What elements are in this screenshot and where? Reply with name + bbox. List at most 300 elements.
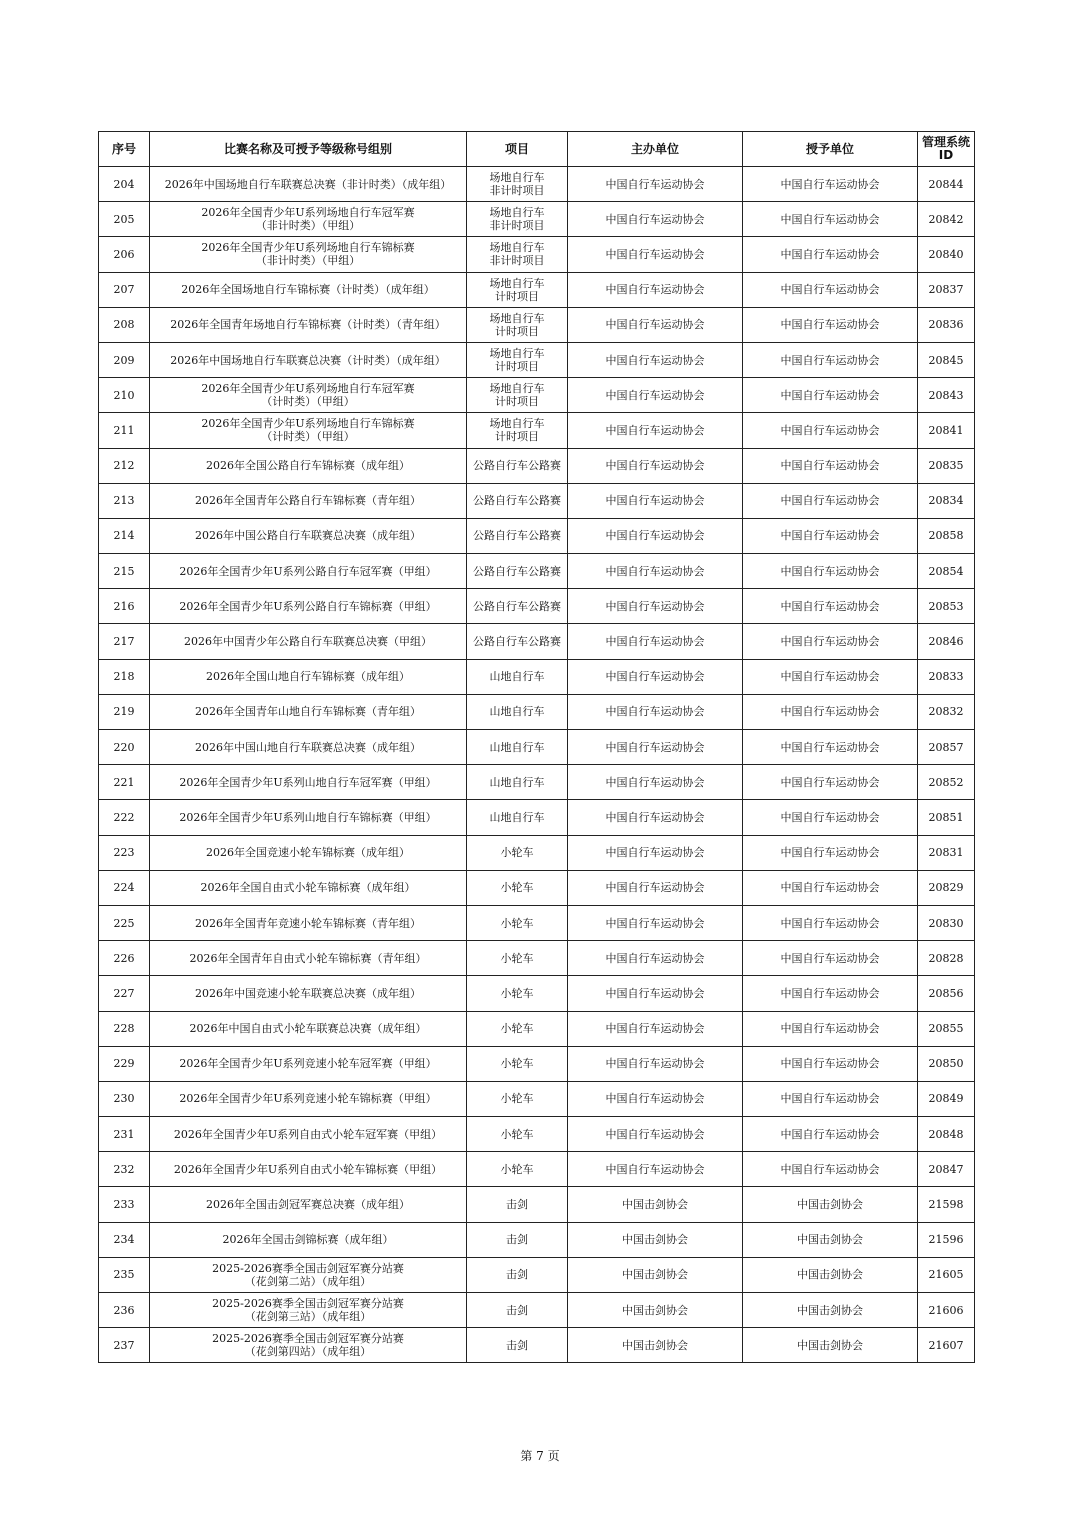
row-host: 中国自行车运动协会: [568, 448, 743, 483]
event-line: 小轮车: [500, 881, 534, 895]
row-host: 中国自行车运动协会: [568, 378, 743, 413]
row-competition-name: [150, 624, 467, 659]
event-line: 场地自行车: [489, 311, 545, 325]
table-row: [99, 378, 975, 413]
row-seq: 223: [99, 835, 150, 870]
row-event: [467, 483, 568, 518]
row-system-id: 20853: [918, 589, 975, 624]
competition-name-line: 2026年中国场地自行车联赛总决赛（计时类）（成年组）: [170, 353, 446, 367]
row-event: [467, 202, 568, 237]
row-host: 中国自行车运动协会: [568, 1081, 743, 1116]
event-line: 小轮车: [500, 1162, 534, 1176]
competition-name-line: 2026年全国青少年U系列竞速小轮车冠军赛（甲组）: [179, 1057, 437, 1071]
row-competition-name: [150, 237, 467, 272]
row-seq: 227: [99, 976, 150, 1011]
row-competition-name: [150, 941, 467, 976]
competition-name-line: （花剑第四站）（成年组）: [244, 1345, 372, 1359]
table-row: [99, 905, 975, 940]
row-system-id: 21606: [918, 1293, 975, 1328]
row-grantor: 中国自行车运动协会: [743, 870, 918, 905]
table-row: [99, 1328, 975, 1363]
event-line: 公路自行车公路赛: [473, 599, 561, 613]
table-body: [99, 167, 975, 1363]
competition-name-line: 2026年中国自由式小轮车联赛总决赛（成年组）: [189, 1022, 427, 1036]
row-event: [467, 976, 568, 1011]
row-host: 中国击剑协会: [568, 1293, 743, 1328]
row-system-id: 20828: [918, 941, 975, 976]
competition-name-line: 2026年全国青年场地自行车锦标赛（计时类）（青年组）: [170, 318, 446, 332]
row-host: 中国自行车运动协会: [568, 202, 743, 237]
row-event: [467, 1328, 568, 1363]
row-seq: 226: [99, 941, 150, 976]
table-row: [99, 1152, 975, 1187]
row-system-id: 20833: [918, 659, 975, 694]
row-system-id: 20829: [918, 870, 975, 905]
row-seq: 225: [99, 905, 150, 940]
row-host: 中国自行车运动协会: [568, 659, 743, 694]
row-grantor: 中国自行车运动协会: [743, 694, 918, 729]
row-seq: 231: [99, 1117, 150, 1152]
competition-name-line: 2026年全国公路自行车锦标赛（成年组）: [206, 459, 410, 473]
row-host: 中国自行车运动协会: [568, 870, 743, 905]
competition-name-line: 2026年全国场地自行车锦标赛（计时类）（成年组）: [181, 283, 435, 297]
row-host: 中国自行车运动协会: [568, 835, 743, 870]
row-host: 中国击剑协会: [568, 1222, 743, 1257]
row-host: 中国自行车运动协会: [568, 342, 743, 377]
row-seq: 236: [99, 1293, 150, 1328]
row-competition-name: [150, 694, 467, 729]
table-row: [99, 1222, 975, 1257]
row-host: 中国击剑协会: [568, 1328, 743, 1363]
table-row: [99, 1117, 975, 1152]
event-line: 山地自行车: [489, 670, 545, 684]
event-line: 计时项目: [495, 430, 539, 444]
table-row: [99, 1046, 975, 1081]
row-grantor: 中国自行车运动协会: [743, 272, 918, 307]
row-grantor: 中国自行车运动协会: [743, 167, 918, 202]
row-grantor: 中国自行车运动协会: [743, 413, 918, 448]
row-competition-name: [150, 167, 467, 202]
row-system-id: 20840: [918, 237, 975, 272]
row-seq: 237: [99, 1328, 150, 1363]
competition-name-line: 2026年中国山地自行车联赛总决赛（成年组）: [195, 740, 421, 754]
header-grantor: 授予单位: [743, 132, 918, 167]
row-event: [467, 1187, 568, 1222]
row-system-id: 21598: [918, 1187, 975, 1222]
table-row: [99, 1187, 975, 1222]
event-line: 击剑: [506, 1233, 528, 1247]
event-line: 击剑: [506, 1303, 528, 1317]
row-system-id: 20837: [918, 272, 975, 307]
row-system-id: 20842: [918, 202, 975, 237]
row-grantor: 中国自行车运动协会: [743, 905, 918, 940]
row-grantor: 中国自行车运动协会: [743, 518, 918, 553]
row-host: 中国自行车运动协会: [568, 1152, 743, 1187]
row-host: 中国自行车运动协会: [568, 1117, 743, 1152]
competition-name-line: 2026年全国青少年U系列竞速小轮车锦标赛（甲组）: [179, 1092, 437, 1106]
row-system-id: 20849: [918, 1081, 975, 1116]
row-competition-name: [150, 1152, 467, 1187]
competition-name-line: 2026年全国青少年U系列场地自行车冠军赛: [201, 206, 415, 220]
event-line: 计时项目: [495, 324, 539, 338]
row-seq: 234: [99, 1222, 150, 1257]
table-row: [99, 237, 975, 272]
event-line: 小轮车: [500, 1057, 534, 1071]
table-row: [99, 167, 975, 202]
event-line: 小轮车: [500, 1022, 534, 1036]
table-row: [99, 342, 975, 377]
table-row: [99, 483, 975, 518]
event-line: 场地自行车: [489, 382, 545, 396]
row-competition-name: [150, 1046, 467, 1081]
event-line: 小轮车: [500, 1092, 534, 1106]
row-grantor: 中国自行车运动协会: [743, 554, 918, 589]
table-row: [99, 1081, 975, 1116]
row-grantor: 中国自行车运动协会: [743, 1046, 918, 1081]
event-line: 场地自行车: [489, 417, 545, 431]
table-row: [99, 518, 975, 553]
event-line: 场地自行车: [489, 347, 545, 361]
event-line: 击剑: [506, 1338, 528, 1352]
row-competition-name: [150, 1117, 467, 1152]
row-competition-name: [150, 730, 467, 765]
table-row: [99, 976, 975, 1011]
row-competition-name: [150, 905, 467, 940]
row-grantor: 中国自行车运动协会: [743, 237, 918, 272]
row-system-id: 20852: [918, 765, 975, 800]
competition-name-line: 2026年全国青少年U系列自由式小轮车锦标赛（甲组）: [173, 1162, 443, 1176]
row-seq: 210: [99, 378, 150, 413]
row-host: 中国自行车运动协会: [568, 624, 743, 659]
header-system-id-line: 管理系统: [921, 135, 970, 149]
row-seq: 207: [99, 272, 150, 307]
row-event: [467, 448, 568, 483]
competition-name-line: 2026年全国青少年U系列自由式小轮车冠军赛（甲组）: [173, 1127, 443, 1141]
table-row: [99, 694, 975, 729]
competition-name-line: 2025-2026赛季全国击剑冠军赛分站赛: [212, 1297, 404, 1311]
table-row: [99, 307, 975, 342]
row-host: 中国自行车运动协会: [568, 237, 743, 272]
row-host: 中国自行车运动协会: [568, 1046, 743, 1081]
row-event: [467, 1046, 568, 1081]
row-system-id: 20856: [918, 976, 975, 1011]
row-event: [467, 765, 568, 800]
row-system-id: 20858: [918, 518, 975, 553]
row-system-id: 20831: [918, 835, 975, 870]
competition-name-line: 2025-2026赛季全国击剑冠军赛分站赛: [212, 1261, 404, 1275]
event-line: 公路自行车公路赛: [473, 635, 561, 649]
row-event: [467, 694, 568, 729]
competition-name-line: （非计时类）（甲组）: [255, 219, 361, 233]
row-seq: 221: [99, 765, 150, 800]
table-row: [99, 659, 975, 694]
event-line: 小轮车: [500, 986, 534, 1000]
competition-name-line: 2026年全国击剑锦标赛（成年组）: [222, 1233, 394, 1247]
competition-name-line: 2026年全国青少年U系列山地自行车冠军赛（甲组）: [179, 775, 437, 789]
competition-name-line: 2026年全国青少年U系列公路自行车冠军赛（甲组）: [179, 564, 437, 578]
event-line: 山地自行车: [489, 705, 545, 719]
row-grantor: 中国自行车运动协会: [743, 765, 918, 800]
row-seq: 213: [99, 483, 150, 518]
row-grantor: 中国击剑协会: [743, 1328, 918, 1363]
table-row: [99, 1011, 975, 1046]
row-competition-name: [150, 483, 467, 518]
row-event: [467, 870, 568, 905]
row-event: [467, 1257, 568, 1292]
row-competition-name: [150, 1081, 467, 1116]
row-seq: 212: [99, 448, 150, 483]
row-system-id: 20832: [918, 694, 975, 729]
competition-name-line: 2026年全国青少年U系列场地自行车锦标赛: [201, 417, 415, 431]
table-row: [99, 941, 975, 976]
row-competition-name: [150, 1187, 467, 1222]
row-event: [467, 307, 568, 342]
row-grantor: 中国自行车运动协会: [743, 307, 918, 342]
competition-name-line: （花剑第三站）（成年组）: [244, 1310, 372, 1324]
row-seq: 217: [99, 624, 150, 659]
row-event: [467, 624, 568, 659]
event-line: 小轮车: [500, 951, 534, 965]
event-line: 计时项目: [495, 395, 539, 409]
row-host: 中国自行车运动协会: [568, 272, 743, 307]
row-system-id: 20855: [918, 1011, 975, 1046]
row-competition-name: [150, 765, 467, 800]
event-line: 山地自行车: [489, 775, 545, 789]
row-grantor: 中国自行车运动协会: [743, 1081, 918, 1116]
row-system-id: 20845: [918, 342, 975, 377]
row-seq: 229: [99, 1046, 150, 1081]
table-row: [99, 870, 975, 905]
competition-name-line: 2026年全国青少年U系列山地自行车锦标赛（甲组）: [179, 810, 437, 824]
row-system-id: 21596: [918, 1222, 975, 1257]
row-grantor: 中国自行车运动协会: [743, 835, 918, 870]
table-row: [99, 765, 975, 800]
event-line: 场地自行车: [489, 206, 545, 220]
event-line: 击剑: [506, 1268, 528, 1282]
row-host: 中国自行车运动协会: [568, 167, 743, 202]
row-system-id: 20835: [918, 448, 975, 483]
row-grantor: 中国自行车运动协会: [743, 483, 918, 518]
row-system-id: 20846: [918, 624, 975, 659]
row-seq: 204: [99, 167, 150, 202]
competition-name-line: （计时类）（甲组）: [261, 430, 355, 444]
row-seq: 214: [99, 518, 150, 553]
table-row: [99, 413, 975, 448]
event-line: 山地自行车: [489, 810, 545, 824]
row-event: [467, 1222, 568, 1257]
row-competition-name: [150, 413, 467, 448]
row-competition-name: [150, 1328, 467, 1363]
row-competition-name: [150, 800, 467, 835]
row-grantor: 中国自行车运动协会: [743, 589, 918, 624]
row-seq: 216: [99, 589, 150, 624]
event-line: 非计时项目: [489, 184, 545, 198]
row-competition-name: [150, 518, 467, 553]
table-row: [99, 448, 975, 483]
event-line: 小轮车: [500, 1127, 534, 1141]
event-line: 公路自行车公路赛: [473, 494, 561, 508]
row-system-id: 20836: [918, 307, 975, 342]
row-competition-name: [150, 835, 467, 870]
row-event: [467, 905, 568, 940]
row-competition-name: [150, 659, 467, 694]
header-event: 项目: [467, 132, 568, 167]
table-row: [99, 272, 975, 307]
row-competition-name: [150, 1257, 467, 1292]
row-host: 中国自行车运动协会: [568, 518, 743, 553]
row-system-id: 20854: [918, 554, 975, 589]
event-line: 小轮车: [500, 916, 534, 930]
event-line: 非计时项目: [489, 254, 545, 268]
row-competition-name: [150, 1293, 467, 1328]
row-event: [467, 272, 568, 307]
row-grantor: 中国自行车运动协会: [743, 202, 918, 237]
row-seq: 224: [99, 870, 150, 905]
row-host: 中国自行车运动协会: [568, 800, 743, 835]
table-row: [99, 624, 975, 659]
table-row: [99, 554, 975, 589]
competition-name-line: 2026年全国青少年U系列场地自行车锦标赛: [201, 241, 415, 255]
row-event: [467, 518, 568, 553]
row-competition-name: [150, 554, 467, 589]
competition-name-line: 2026年全国自由式小轮车锦标赛（成年组）: [200, 881, 416, 895]
row-system-id: 20847: [918, 1152, 975, 1187]
row-seq: 230: [99, 1081, 150, 1116]
row-competition-name: [150, 448, 467, 483]
row-competition-name: [150, 870, 467, 905]
row-system-id: 20844: [918, 167, 975, 202]
competition-name-line: （花剑第二站）（成年组）: [244, 1274, 372, 1288]
row-host: 中国自行车运动协会: [568, 307, 743, 342]
competition-name-line: 2026年中国竞速小轮车联赛总决赛（成年组）: [195, 986, 421, 1000]
row-system-id: 21607: [918, 1328, 975, 1363]
row-grantor: 中国自行车运动协会: [743, 1117, 918, 1152]
event-line: 击剑: [506, 1198, 528, 1212]
competition-name-line: 2026年全国山地自行车锦标赛（成年组）: [206, 670, 410, 684]
event-line: 非计时项目: [489, 219, 545, 233]
row-grantor: 中国自行车运动协会: [743, 800, 918, 835]
event-line: 公路自行车公路赛: [473, 459, 561, 473]
row-event: [467, 589, 568, 624]
event-line: 场地自行车: [489, 276, 545, 290]
competition-name-line: 2026年中国青少年公路自行车联赛总决赛（甲组）: [184, 635, 432, 649]
event-line: 场地自行车: [489, 171, 545, 185]
row-host: 中国自行车运动协会: [568, 976, 743, 1011]
row-event: [467, 1011, 568, 1046]
row-seq: 235: [99, 1257, 150, 1292]
event-line: 计时项目: [495, 360, 539, 374]
row-competition-name: [150, 342, 467, 377]
row-host: 中国自行车运动协会: [568, 941, 743, 976]
row-competition-name: [150, 307, 467, 342]
competition-name-line: 2026年中国场地自行车联赛总决赛（非计时类）（成年组）: [164, 177, 452, 191]
row-grantor: 中国自行车运动协会: [743, 342, 918, 377]
event-line: 计时项目: [495, 289, 539, 303]
row-grantor: 中国自行车运动协会: [743, 378, 918, 413]
row-system-id: 20843: [918, 378, 975, 413]
row-host: 中国击剑协会: [568, 1187, 743, 1222]
competition-name-line: 2026年全国青少年U系列公路自行车锦标赛（甲组）: [179, 599, 437, 613]
row-event: [467, 1293, 568, 1328]
row-seq: 219: [99, 694, 150, 729]
row-seq: 205: [99, 202, 150, 237]
row-event: [467, 342, 568, 377]
row-system-id: 20857: [918, 730, 975, 765]
event-line: 公路自行车公路赛: [473, 529, 561, 543]
row-host: 中国自行车运动协会: [568, 589, 743, 624]
row-host: 中国自行车运动协会: [568, 483, 743, 518]
row-event: [467, 1152, 568, 1187]
table-row: [99, 835, 975, 870]
row-competition-name: [150, 976, 467, 1011]
row-event: [467, 1081, 568, 1116]
table-header: [99, 132, 975, 167]
row-grantor: 中国自行车运动协会: [743, 1011, 918, 1046]
header-system-id-line: ID: [938, 148, 954, 162]
competition-table: [98, 131, 975, 1363]
row-grantor: 中国自行车运动协会: [743, 730, 918, 765]
table-row: [99, 800, 975, 835]
row-host: 中国击剑协会: [568, 1257, 743, 1292]
row-competition-name: [150, 202, 467, 237]
table-row: [99, 1257, 975, 1292]
row-event: [467, 413, 568, 448]
row-grantor: 中国自行车运动协会: [743, 941, 918, 976]
competition-name-line: 2026年全国竞速小轮车锦标赛（成年组）: [206, 846, 410, 860]
row-seq: 220: [99, 730, 150, 765]
row-seq: 233: [99, 1187, 150, 1222]
competition-name-line: 2026年全国青年自由式小轮车锦标赛（青年组）: [189, 951, 427, 965]
competition-name-line: 2026年全国青年山地自行车锦标赛（青年组）: [195, 705, 421, 719]
competition-name-line: （非计时类）（甲组）: [255, 254, 361, 268]
event-line: 山地自行车: [489, 740, 545, 754]
header-host: 主办单位: [568, 132, 743, 167]
table-row: [99, 1293, 975, 1328]
row-grantor: 中国自行车运动协会: [743, 976, 918, 1011]
row-host: 中国自行车运动协会: [568, 765, 743, 800]
row-seq: 218: [99, 659, 150, 694]
row-event: [467, 730, 568, 765]
row-competition-name: [150, 589, 467, 624]
row-host: 中国自行车运动协会: [568, 1011, 743, 1046]
row-event: [467, 800, 568, 835]
table-row: [99, 589, 975, 624]
row-seq: 215: [99, 554, 150, 589]
row-grantor: 中国击剑协会: [743, 1222, 918, 1257]
row-event: [467, 378, 568, 413]
row-event: [467, 554, 568, 589]
competition-name-line: 2026年全国击剑冠军赛总决赛（成年组）: [206, 1198, 410, 1212]
table-row: [99, 730, 975, 765]
competition-name-line: （计时类）（甲组）: [261, 395, 355, 409]
row-event: [467, 1117, 568, 1152]
row-host: 中国自行车运动协会: [568, 694, 743, 729]
row-system-id: 20850: [918, 1046, 975, 1081]
row-competition-name: [150, 272, 467, 307]
competition-name-line: 2026年全国青年竞速小轮车锦标赛（青年组）: [195, 916, 421, 930]
row-grantor: 中国自行车运动协会: [743, 659, 918, 694]
row-event: [467, 167, 568, 202]
row-grantor: 中国击剑协会: [743, 1257, 918, 1292]
competition-name-line: 2026年全国青少年U系列场地自行车冠军赛: [201, 382, 415, 396]
row-seq: 209: [99, 342, 150, 377]
row-system-id: 20834: [918, 483, 975, 518]
row-grantor: 中国自行车运动协会: [743, 624, 918, 659]
competition-name-line: 2025-2026赛季全国击剑冠军赛分站赛: [212, 1332, 404, 1346]
row-seq: 232: [99, 1152, 150, 1187]
row-system-id: 20830: [918, 905, 975, 940]
competition-name-line: 2026年中国公路自行车联赛总决赛（成年组）: [195, 529, 421, 543]
